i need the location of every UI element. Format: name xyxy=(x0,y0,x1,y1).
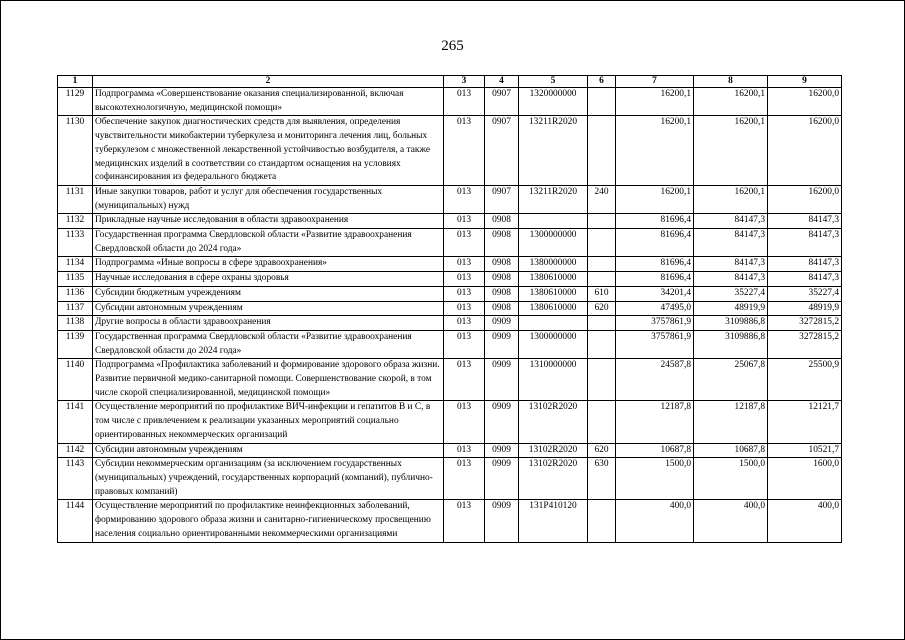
row-name: Осуществление мероприятий по профилактике неинфекционных заболеваний, формированию здорового образа жизни и санитарно-гигиеническому просвещению населения социально ориентированными некоммерческими организациями xyxy=(93,500,444,542)
row-name: Другие вопросы в области здравоохранения xyxy=(93,316,444,331)
expense-type-code: 610 xyxy=(588,286,616,301)
ministry-code: 013 xyxy=(444,301,485,316)
row-number: 1137 xyxy=(58,301,93,316)
ministry-code: 013 xyxy=(444,229,485,257)
row-number: 1132 xyxy=(58,214,93,229)
ministry-code: 013 xyxy=(444,257,485,272)
target-article-code: 13211R2020 xyxy=(519,185,588,213)
amount-col-8: 84147,3 xyxy=(694,229,768,257)
amount-col-8: 84147,3 xyxy=(694,214,768,229)
row-name: Государственная программа Свердловской области «Развитие здравоохранения Свердловской области до 2024 года» xyxy=(93,229,444,257)
section-code: 0909 xyxy=(485,401,519,443)
table-row xyxy=(58,458,842,500)
amount-col-9: 84147,3 xyxy=(768,229,842,257)
row-name: Государственная программа Свердловской области «Развитие здравоохранения Свердловской области до 2024 года» xyxy=(93,330,444,358)
amount-col-7: 24587,8 xyxy=(616,359,694,401)
amount-col-8: 3109886,8 xyxy=(694,316,768,331)
row-number: 1139 xyxy=(58,330,93,358)
ministry-code: 013 xyxy=(444,330,485,358)
column-header: 7 xyxy=(616,76,694,88)
column-header: 5 xyxy=(519,76,588,88)
expense-type-code xyxy=(588,229,616,257)
section-code: 0907 xyxy=(485,88,519,116)
expense-type-code: 620 xyxy=(588,443,616,458)
amount-col-9: 16200,0 xyxy=(768,88,842,116)
target-article-code: 1380610000 xyxy=(519,301,588,316)
amount-col-9: 48919,9 xyxy=(768,301,842,316)
table-row xyxy=(58,214,842,229)
amount-col-9: 84147,3 xyxy=(768,257,842,272)
amount-col-8: 35227,4 xyxy=(694,286,768,301)
table-header-row xyxy=(58,76,842,88)
row-number: 1133 xyxy=(58,229,93,257)
row-number: 1144 xyxy=(58,500,93,542)
expense-type-code xyxy=(588,272,616,287)
row-name: Подпрограмма «Совершенствование оказания специализированной, включая высокотехнологичную, медицинской помощи» xyxy=(93,88,444,116)
target-article-code: 1300000000 xyxy=(519,229,588,257)
amount-col-8: 400,0 xyxy=(694,500,768,542)
amount-col-7: 400,0 xyxy=(616,500,694,542)
row-name: Обеспечение закупок диагностических средств для выявления, определения чувствительности микобактерии туберкулеза и мониторинга лечения лиц, больных туберкулезом с множественной лекарственной устойчивостью возбудителя, а также медицинских изделий в соответствии со стандартом оснащения на условиях софинансирования из федерального бюджета xyxy=(93,116,444,186)
target-article-code: 1300000000 xyxy=(519,330,588,358)
table-row xyxy=(58,401,842,443)
row-number: 1130 xyxy=(58,116,93,186)
amount-col-9: 84147,3 xyxy=(768,214,842,229)
amount-col-9: 16200,0 xyxy=(768,116,842,186)
expense-type-code xyxy=(588,257,616,272)
amount-col-7: 3757861,9 xyxy=(616,316,694,331)
amount-col-7: 16200,1 xyxy=(616,185,694,213)
amount-col-8: 16200,1 xyxy=(694,88,768,116)
row-number: 1136 xyxy=(58,286,93,301)
row-name: Прикладные научные исследования в области здравоохранения xyxy=(93,214,444,229)
ministry-code: 013 xyxy=(444,88,485,116)
row-name: Иные закупки товаров, работ и услуг для обеспечения государственных (муниципальных) нужд xyxy=(93,185,444,213)
section-code: 0907 xyxy=(485,116,519,186)
expense-type-code: 630 xyxy=(588,458,616,500)
row-name: Подпрограмма «Профилактика заболеваний и формирование здорового образа жизни. Развитие первичной медико-санитарной помощи. Совершенствование скорой, в том числе скорой специализированной, медицинской помощи» xyxy=(93,359,444,401)
page-number: 265 xyxy=(441,38,464,54)
column-header: 6 xyxy=(588,76,616,88)
section-code: 0908 xyxy=(485,257,519,272)
amount-col-7: 34201,4 xyxy=(616,286,694,301)
target-article-code: 13211R2020 xyxy=(519,116,588,186)
amount-col-7: 47495,0 xyxy=(616,301,694,316)
ministry-code: 013 xyxy=(444,316,485,331)
amount-col-9: 12121,7 xyxy=(768,401,842,443)
amount-col-8: 12187,8 xyxy=(694,401,768,443)
table-row xyxy=(58,116,842,186)
ministry-code: 013 xyxy=(444,500,485,542)
amount-col-7: 81696,4 xyxy=(616,214,694,229)
section-code: 0908 xyxy=(485,229,519,257)
ministry-code: 013 xyxy=(444,286,485,301)
amount-col-7: 10687,8 xyxy=(616,443,694,458)
amount-col-8: 84147,3 xyxy=(694,257,768,272)
ministry-code: 013 xyxy=(444,185,485,213)
table-row xyxy=(58,185,842,213)
amount-col-9: 10521,7 xyxy=(768,443,842,458)
expense-type-code: 240 xyxy=(588,185,616,213)
section-code: 0907 xyxy=(485,185,519,213)
target-article-code: 13102R2020 xyxy=(519,458,588,500)
amount-col-8: 16200,1 xyxy=(694,185,768,213)
expense-type-code: 620 xyxy=(588,301,616,316)
amount-col-7: 12187,8 xyxy=(616,401,694,443)
section-code: 0908 xyxy=(485,301,519,316)
row-name: Субсидии бюджетным учреждениям xyxy=(93,286,444,301)
amount-col-9: 35227,4 xyxy=(768,286,842,301)
amount-col-9: 16200,0 xyxy=(768,185,842,213)
amount-col-9: 400,0 xyxy=(768,500,842,542)
table-row xyxy=(58,272,842,287)
ministry-code: 013 xyxy=(444,272,485,287)
column-header: 2 xyxy=(93,76,444,88)
section-code: 0908 xyxy=(485,286,519,301)
section-code: 0909 xyxy=(485,316,519,331)
row-number: 1143 xyxy=(58,458,93,500)
row-number: 1131 xyxy=(58,185,93,213)
table-row xyxy=(58,443,842,458)
table-row xyxy=(58,229,842,257)
ministry-code: 013 xyxy=(444,458,485,500)
row-name: Субсидии автономным учреждениям xyxy=(93,443,444,458)
ministry-code: 013 xyxy=(444,443,485,458)
row-number: 1134 xyxy=(58,257,93,272)
amount-col-8: 10687,8 xyxy=(694,443,768,458)
expense-type-code xyxy=(588,116,616,186)
column-header: 1 xyxy=(58,76,93,88)
expense-type-code xyxy=(588,500,616,542)
ministry-code: 013 xyxy=(444,214,485,229)
row-name: Научные исследования в сфере охраны здоровья xyxy=(93,272,444,287)
expense-type-code xyxy=(588,316,616,331)
table-row xyxy=(58,88,842,116)
ministry-code: 013 xyxy=(444,359,485,401)
amount-col-9: 3272815,2 xyxy=(768,330,842,358)
table-row xyxy=(58,500,842,542)
amount-col-9: 1600,0 xyxy=(768,458,842,500)
table-row xyxy=(58,257,842,272)
amount-col-7: 16200,1 xyxy=(616,88,694,116)
amount-col-9: 84147,3 xyxy=(768,272,842,287)
amount-col-7: 81696,4 xyxy=(616,257,694,272)
target-article-code: 13102R2020 xyxy=(519,401,588,443)
target-article-code: 1320000000 xyxy=(519,88,588,116)
column-header: 4 xyxy=(485,76,519,88)
row-name: Субсидии некоммерческим организациям (за исключением государственных (муниципальных) учреждений, государственных корпораций (компаний), публично-правовых компаний) xyxy=(93,458,444,500)
section-code: 0909 xyxy=(485,330,519,358)
section-code: 0909 xyxy=(485,458,519,500)
row-name: Субсидии автономным учреждениям xyxy=(93,301,444,316)
ministry-code: 013 xyxy=(444,401,485,443)
expense-type-code xyxy=(588,330,616,358)
target-article-code: 1380610000 xyxy=(519,286,588,301)
table-row xyxy=(58,286,842,301)
ministry-code: 013 xyxy=(444,116,485,186)
amount-col-8: 1500,0 xyxy=(694,458,768,500)
target-article-code: 1380610000 xyxy=(519,272,588,287)
amount-col-9: 25500,9 xyxy=(768,359,842,401)
row-number: 1135 xyxy=(58,272,93,287)
expense-type-code xyxy=(588,214,616,229)
amount-col-9: 3272815,2 xyxy=(768,316,842,331)
row-number: 1140 xyxy=(58,359,93,401)
budget-table xyxy=(57,75,842,543)
amount-col-7: 16200,1 xyxy=(616,116,694,186)
target-article-code xyxy=(519,214,588,229)
expense-type-code xyxy=(588,88,616,116)
table-body xyxy=(58,88,842,543)
target-article-code: 131P410120 xyxy=(519,500,588,542)
section-code: 0908 xyxy=(485,272,519,287)
column-header: 3 xyxy=(444,76,485,88)
amount-col-7: 81696,4 xyxy=(616,272,694,287)
amount-col-8: 16200,1 xyxy=(694,116,768,186)
amount-col-7: 1500,0 xyxy=(616,458,694,500)
target-article-code: 13102R2020 xyxy=(519,443,588,458)
column-header: 9 xyxy=(768,76,842,88)
section-code: 0908 xyxy=(485,214,519,229)
row-number: 1138 xyxy=(58,316,93,331)
target-article-code xyxy=(519,316,588,331)
row-name: Подпрограмма «Иные вопросы в сфере здравоохранения» xyxy=(93,257,444,272)
table-row xyxy=(58,330,842,358)
table-row xyxy=(58,316,842,331)
amount-col-8: 3109886,8 xyxy=(694,330,768,358)
row-number: 1141 xyxy=(58,401,93,443)
section-code: 0909 xyxy=(485,500,519,542)
table-row xyxy=(58,301,842,316)
amount-col-8: 48919,9 xyxy=(694,301,768,316)
row-name: Осуществление мероприятий по профилактике ВИЧ-инфекции и гепатитов В и С, в том числе с привлечением к реализации указанных мероприятий социально ориентированных некоммерческих организаций xyxy=(93,401,444,443)
section-code: 0909 xyxy=(485,359,519,401)
amount-col-7: 3757861,9 xyxy=(616,330,694,358)
row-number: 1142 xyxy=(58,443,93,458)
section-code: 0909 xyxy=(485,443,519,458)
target-article-code: 1310000000 xyxy=(519,359,588,401)
expense-type-code xyxy=(588,401,616,443)
amount-col-7: 81696,4 xyxy=(616,229,694,257)
amount-col-8: 84147,3 xyxy=(694,272,768,287)
table-row xyxy=(58,359,842,401)
expense-type-code xyxy=(588,359,616,401)
row-number: 1129 xyxy=(58,88,93,116)
amount-col-8: 25067,8 xyxy=(694,359,768,401)
target-article-code: 1380000000 xyxy=(519,257,588,272)
column-header: 8 xyxy=(694,76,768,88)
